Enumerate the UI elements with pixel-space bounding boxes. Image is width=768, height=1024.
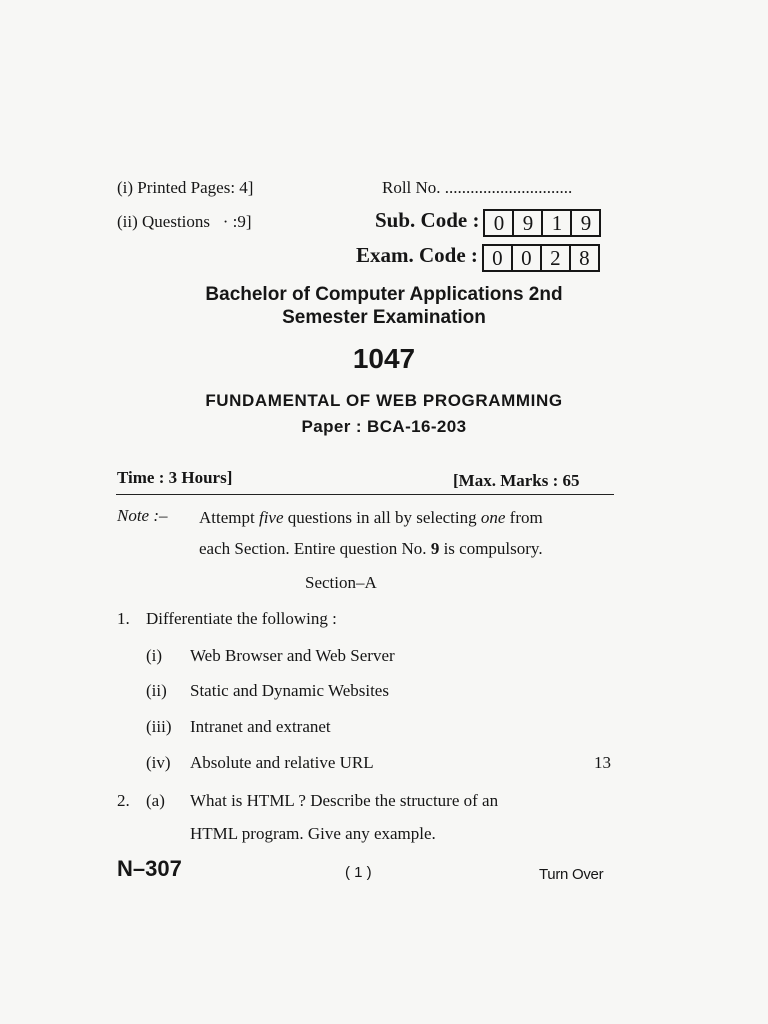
exam-code-digit: 2 (542, 246, 571, 270)
question-1-item-text: Static and Dynamic Websites (190, 681, 389, 700)
sub-code-digit: 1 (543, 211, 572, 235)
title-line-2: Semester Examination (282, 307, 486, 328)
question-1-item-number: (ii) (146, 681, 167, 700)
divider (116, 494, 614, 495)
question-1-item-text: Absolute and relative URL (190, 753, 374, 772)
questions-count: (ii) Questions · :9] (117, 212, 252, 231)
question-2-line-1: What is HTML ? Describe the structure of an (190, 791, 499, 810)
exam-code-digit: 0 (484, 246, 513, 270)
printed-pages: (i) Printed Pages: 4] (117, 178, 254, 197)
note-text: each Section. Entire question No. (199, 539, 431, 558)
sub-code-digit: 9 (580, 211, 592, 236)
time-duration: Time : 3 Hours] (117, 468, 233, 487)
roll-no: Roll No. .............................. (382, 178, 573, 197)
page-number: ( 1 ) (345, 864, 372, 881)
question-1-item-number: (iii) (146, 717, 172, 736)
note-text: questions in all by selecting (283, 508, 481, 527)
title-line-1: Bachelor of Computer Applications 2nd (205, 284, 563, 305)
sub-code-digit: 9 (514, 211, 543, 235)
note-emphasis-one: one (480, 508, 506, 527)
max-marks: [Max. Marks : 65 (453, 471, 580, 490)
question-1-marks: 13 (594, 753, 611, 772)
note-emphasis-five: five (258, 508, 284, 527)
question-1-item-number: (i) (146, 646, 163, 665)
question-1-number: 1. (117, 609, 130, 628)
exam-code-digit: 8 (579, 246, 590, 271)
question-1-item-text: Intranet and extranet (190, 717, 331, 736)
note-text: is compulsory. (439, 539, 543, 558)
question-1-item-number: (iv) (146, 753, 171, 772)
note-text: Attempt (199, 508, 259, 527)
sub-code-label: Sub. Code : (375, 208, 480, 232)
exam-code-boxes (482, 244, 600, 272)
section-heading: Section–A (305, 573, 377, 592)
note-label (117, 506, 168, 526)
paper-footer-code: N–307 (117, 856, 182, 881)
subject-title: FUNDAMENTAL OF WEB PROGRAMMING (205, 391, 563, 410)
question-1-item-text: Web Browser and Web Server (190, 646, 395, 665)
sub-code-boxes (483, 209, 601, 237)
note-text: from (505, 508, 543, 527)
paper-code: Paper : BCA-16-203 (301, 417, 467, 436)
question-2-number: 2. (117, 791, 130, 810)
question-2-line-2: HTML program. Give any example. (190, 824, 436, 843)
exam-code (356, 243, 600, 272)
note-line-2 (199, 539, 543, 559)
note-line-1 (199, 508, 543, 528)
exam-code-digit: 0 (513, 246, 542, 270)
note-label-text: Note :– (117, 506, 168, 525)
exam-code-label: Exam. Code : (356, 243, 478, 267)
paper-number: 1047 (352, 343, 416, 374)
sub-code-digit: 0 (485, 211, 514, 235)
note-emphasis-nine: 9 (430, 539, 440, 558)
question-2-part: (a) (146, 791, 165, 810)
sub-code (375, 208, 601, 237)
turn-over: Turn Over (539, 866, 604, 883)
question-1-text: Differentiate the following : (146, 609, 337, 628)
